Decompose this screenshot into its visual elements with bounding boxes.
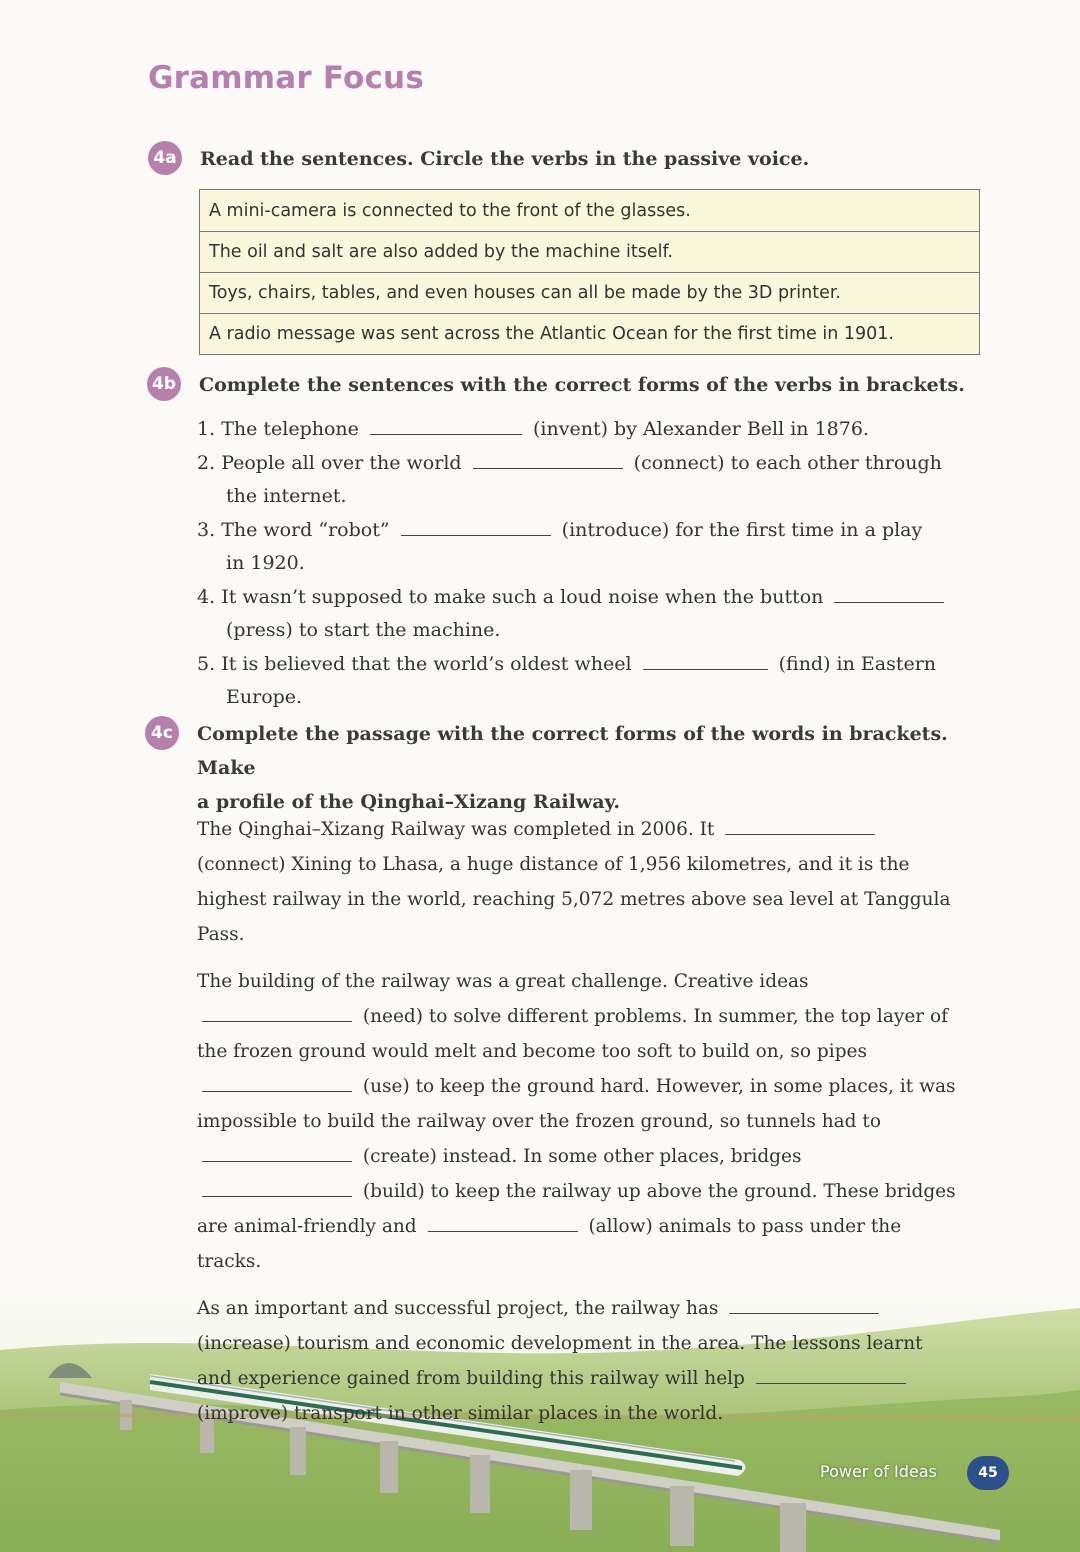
passage-text: The building of the railway was a great challenge. Creative ideas bbox=[197, 971, 809, 992]
answer-blank[interactable] bbox=[202, 999, 352, 1022]
item-continuation: (press) to start the machine. bbox=[226, 619, 501, 641]
instruction-line: Complete the passage with the correct forms of the words in brackets. Make bbox=[197, 723, 948, 779]
page-number: 45 bbox=[967, 1456, 1009, 1490]
item-text-before: It wasn’t supposed to make such a loud noise when the button bbox=[221, 586, 824, 608]
instruction-line: a profile of the Qinghai–Xizang Railway. bbox=[197, 791, 620, 813]
list-item bbox=[197, 647, 977, 714]
item-number: 3. bbox=[197, 519, 216, 541]
item-text-after: (introduce) for the first time in a play bbox=[561, 519, 923, 541]
answer-blank[interactable] bbox=[401, 513, 551, 536]
exercise-4c-instruction bbox=[197, 717, 987, 819]
answer-blank[interactable] bbox=[428, 1209, 578, 1232]
item-number: 5. bbox=[197, 653, 216, 675]
item-continuation: Europe. bbox=[226, 686, 303, 708]
item-continuation: the internet. bbox=[226, 485, 347, 507]
passage-text: (increase) tourism and economic development in the area. The lessons learnt and experience gained from building this railway will help bbox=[197, 1333, 923, 1389]
passage-text: (need) to solve different problems. In summer, the top layer of the frozen ground would melt and become too soft to build on, so pipes bbox=[197, 1006, 948, 1062]
item-number: 4. bbox=[197, 586, 216, 608]
answer-blank[interactable] bbox=[202, 1174, 352, 1197]
answer-blank[interactable] bbox=[370, 412, 522, 435]
exercise-4c-passage bbox=[197, 812, 959, 1443]
item-text-before: People all over the world bbox=[221, 452, 462, 474]
item-continuation: in 1920. bbox=[226, 552, 305, 574]
passage-text: As an important and successful project, the railway has bbox=[197, 1298, 719, 1319]
answer-blank[interactable] bbox=[756, 1361, 906, 1384]
passage-paragraph bbox=[197, 1291, 959, 1431]
answer-blank[interactable] bbox=[834, 580, 944, 603]
item-text-before: It is believed that the world’s oldest wheel bbox=[221, 653, 632, 675]
exercise-4b-instruction: Complete the sentences with the correct forms of the verbs in brackets. bbox=[199, 374, 965, 396]
list-item bbox=[197, 580, 977, 647]
answer-blank[interactable] bbox=[202, 1139, 352, 1162]
answer-blank[interactable] bbox=[729, 1291, 879, 1314]
exercise-4b-badge: 4b bbox=[147, 367, 181, 401]
table-row[interactable]: A radio message was sent across the Atlantic Ocean for the first time in 1901. bbox=[200, 313, 979, 354]
answer-blank[interactable] bbox=[643, 647, 768, 670]
item-text-before: The telephone bbox=[221, 418, 359, 440]
item-number: 1. bbox=[197, 418, 216, 440]
answer-blank[interactable] bbox=[473, 446, 623, 469]
passage-text: (allow) animals to pass under the tracks. bbox=[197, 1216, 902, 1272]
passage-text: (build) to keep the railway up above the ground. These bridges are animal-friendly and bbox=[197, 1181, 956, 1237]
table-row[interactable]: Toys, chairs, tables, and even houses can all be made by the 3D printer. bbox=[200, 272, 979, 313]
exercise-4a-badge: 4a bbox=[148, 141, 182, 175]
item-text-after: (connect) to each other through bbox=[633, 452, 942, 474]
item-text-after: (find) in Eastern bbox=[778, 653, 937, 675]
passage-text: (improve) transport in other similar places in the world. bbox=[197, 1403, 724, 1424]
passage-text: (create) instead. In some other places, bridges bbox=[362, 1146, 802, 1167]
list-item bbox=[197, 513, 977, 580]
footer-unit-title: Power of Ideas bbox=[820, 1462, 937, 1481]
passage-text: (connect) Xining to Lhasa, a huge distance of 1,956 kilometres, and it is the highest railway in the world, reaching 5,072 metres above sea level at Tanggula Pass. bbox=[197, 854, 951, 945]
page-title: Grammar Focus bbox=[148, 60, 424, 96]
exercise-4b-list bbox=[197, 412, 977, 714]
item-number: 2. bbox=[197, 452, 216, 474]
list-item bbox=[197, 446, 977, 513]
table-row[interactable]: The oil and salt are also added by the machine itself. bbox=[200, 231, 979, 272]
exercise-4a-table bbox=[199, 189, 980, 355]
exercise-4a-instruction: Read the sentences. Circle the verbs in the passive voice. bbox=[200, 148, 810, 170]
table-row[interactable]: A mini-camera is connected to the front of the glasses. bbox=[209, 200, 691, 221]
item-text-before: The word “robot” bbox=[221, 519, 390, 541]
answer-blank[interactable] bbox=[725, 812, 875, 835]
passage-paragraph bbox=[197, 964, 959, 1279]
exercise-4c-badge: 4c bbox=[145, 716, 179, 750]
passage-text: (use) to keep the ground hard. However, in some places, it was impossible to build the railway over the frozen ground, so tunnels had to bbox=[197, 1076, 956, 1132]
answer-blank[interactable] bbox=[202, 1069, 352, 1092]
list-item bbox=[197, 412, 977, 446]
passage-paragraph bbox=[197, 812, 959, 952]
item-text-after: (invent) by Alexander Bell in 1876. bbox=[533, 418, 869, 440]
passage-text: The Qinghai–Xizang Railway was completed in 2006. It bbox=[197, 819, 715, 840]
